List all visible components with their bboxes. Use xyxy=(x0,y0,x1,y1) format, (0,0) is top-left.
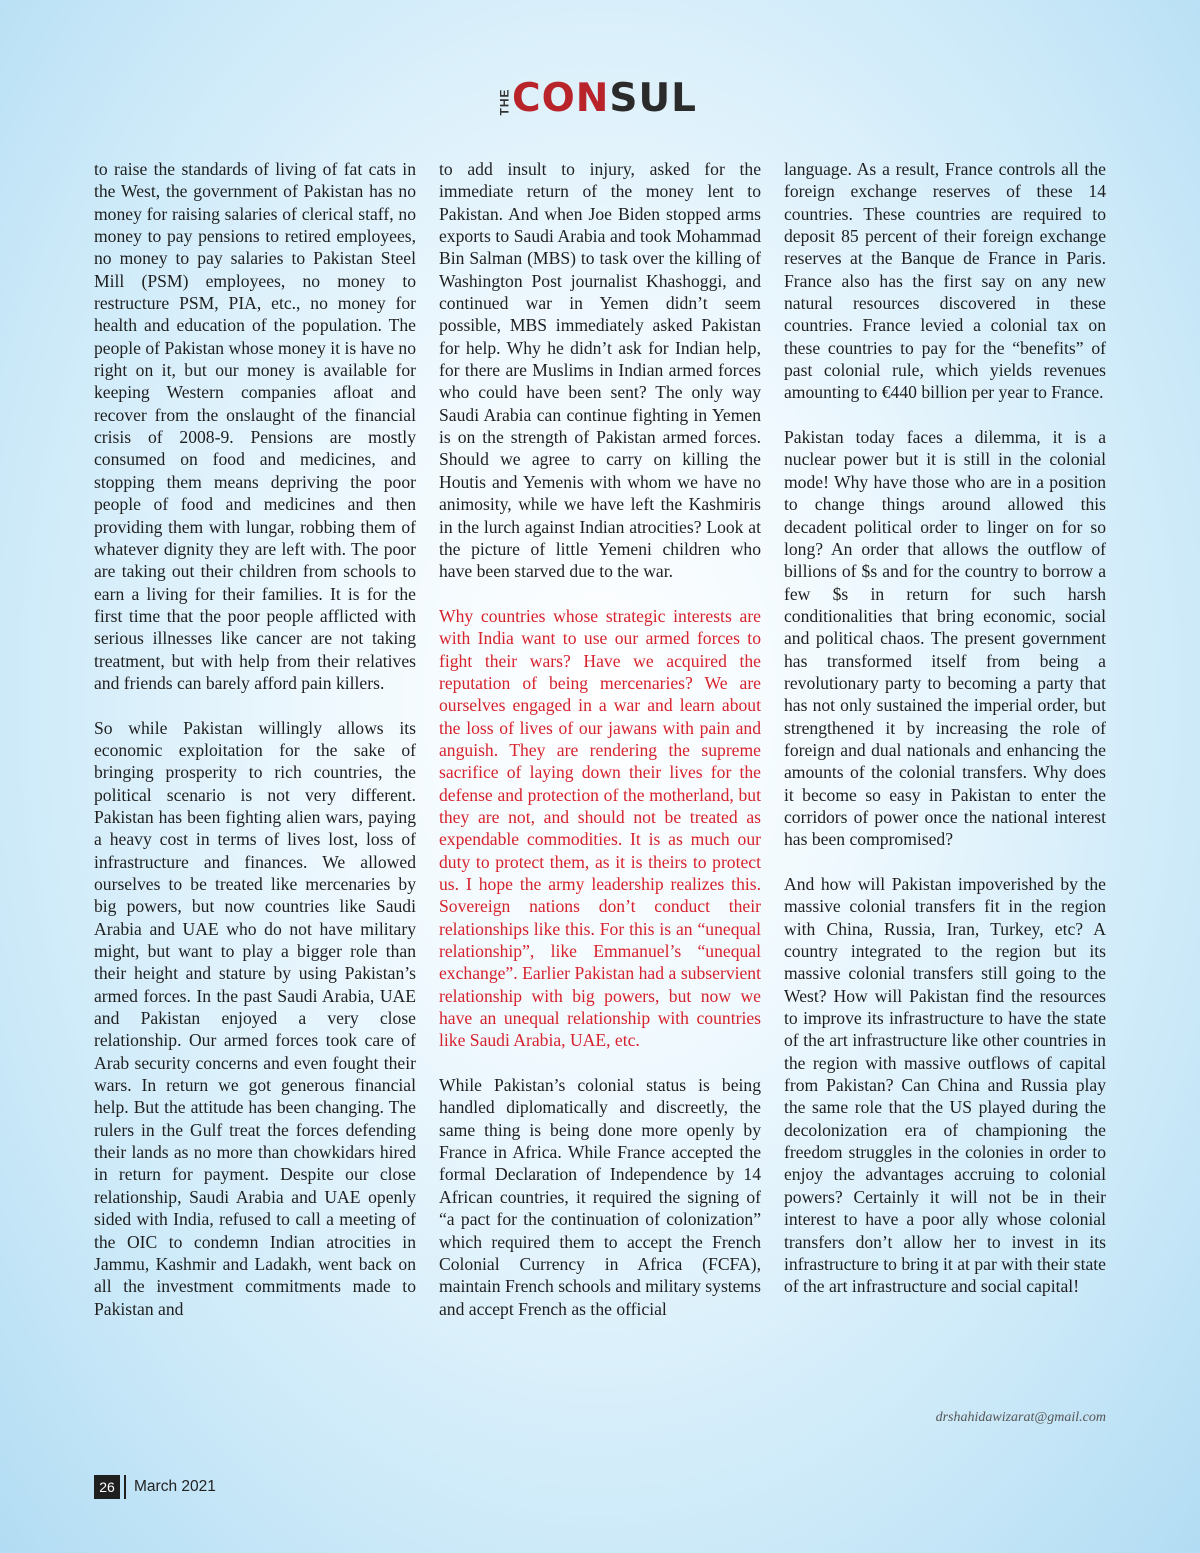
paragraph: language. As a result, France controls all the foreign exchange reserves of these 14 countries. These countries are required to deposit 85 percent of their foreign exchange reserves at the Banque de France in Paris. France also has the first say on any new natural resources discovered in these countries. France levied a colonial tax on these countries to pay for the “benefits” of past colonial rule, which yields revenues amounting to €440 billion per year to France. xyxy=(784,159,1106,403)
masthead-title xyxy=(512,76,697,122)
paragraph: to add insult to injury, asked for the immediate return of the money lent to Pakistan. And when Joe Biden stopped arms exports to Saudi Arabia and took Mohammad Bin Salman (MBS) to task over the killing of Washington Post journalist Khashoggi, and continued war in Yemen didn’t seem possible, MBS immediately asked Pakistan for help. Why he didn’t ask for Indian help, for there are Muslims in Indian armed forces who could have been sent? The only way Saudi Arabia can continue fighting in Yemen is on the strength of Pakistan armed forces. Should we agree to carry on killing the Houtis and Yemenis with whom we have no animosity, while we have left the Kashmiris in the lurch against Indian atrocities? Look at the picture of little Yemeni children who have been starved due to the war. xyxy=(439,159,761,582)
masthead-con: CON xyxy=(512,76,610,121)
masthead-the-text: THE xyxy=(497,88,511,116)
paragraph: So while Pakistan willingly allows its economic exploitation for the sake of bringing prosperity to rich countries, the political scenario is not very different. Pakistan has been fighting alien wars, paying a heavy cost in terms of lives lost, loss of infrastructure and finances. We allowed ourselves to be treated like mercenaries by big powers, but now countries like Saudi Arabia and UAE who do not have military might, but want to play a bigger role than their height and stature by using Pakistan’s armed forces. In the past Saudi Arabia, UAE and Pakistan enjoyed a very close relationship. Our armed forces took care of Arab security concerns and even fought their wars. In return we got generous financial help. But the attitude has been changing. The rulers in the Gulf treat the forces defending their lands as no more than chowkidars hired in return for payment. Despite our close relationship, Saudi Arabia and UAE openly sided with India, refused to call a meeting of the OIC to condemn Indian atrocities in Jammu, Kashmir and Ladakh, went back on all the investment commitments made to Pakistan and xyxy=(94,717,416,1319)
issue-date: March 2021 xyxy=(134,1478,216,1495)
paragraph: While Pakistan’s colonial status is being handled diplomatically and discreetly, the same thing is being done more openly by France in Africa. While France accepted the formal Declaration of Independence by 14 African countries, it required the signing of “a pact for the continuation of colonization” which required them to accept the French Colonial Currency in Africa (FCFA), maintain French schools and military systems and accept French as the official xyxy=(439,1075,762,1319)
masthead-the xyxy=(496,80,512,124)
article-column-2 xyxy=(439,158,761,1342)
author-email: drshahidawizarat@gmail.com xyxy=(935,1410,1106,1425)
paragraph: to raise the standards of living of fat cats in the West, the government of Pakistan has no money for raising salaries of clerical staff, no money to pay pensions to retired employees, no money to pay salaries to Pakistan Steel Mill (PSM) employees, no money to restructure PSM, PIA, etc., no money for health and education of the population. The people of Pakistan whose money it is have no right on it, but our money is available for keeping Western companies afloat and recover from the onslaught of the financial crisis of 2008-9. Pensions are mostly consumed on food and medicines, and stopping them means depriving the poor people of food and medicines and then providing them with lungar, robbing them of whatever dignity they are left with. The poor are taking out their children from schools to earn a living for their families. It is for the first time that the poor people afflicted with serious illnesses like cancer are not taking treatment, but with help from their relatives and friends can barely afford pain killers. xyxy=(94,159,416,693)
masthead-sul: SUL xyxy=(609,76,698,121)
footer-divider xyxy=(124,1475,126,1499)
article-column-1 xyxy=(94,158,416,1342)
article-column-3 xyxy=(784,158,1106,1320)
paragraph: And how will Pakistan impoverished by the massive colonial transfers fit in the region with China, Russia, Iran, Turkey, etc? A country integrated to the region but its massive colonial transfers still going to the West? How will Pakistan find the resources to improve its infrastructure to have the state of the art infrastructure like other countries in the region with massive outflows of capital from Pakistan? Can China and Russia play the same role that the US played during the decolonization era of championing the freedom struggles in the colonies in order to enjoy the advantages accruing to colonial powers? Certainly it will not be in their interest to have a poor ally whose colonial transfers don’t allow her to invest in its infrastructure to bring it at par with their state of the art infrastructure and social capital! xyxy=(784,874,1106,1297)
page-number: 26 xyxy=(94,1475,120,1499)
paragraph: Pakistan today faces a dilemma, it is a nuclear power but it is still in the colonial mode! Why have those who are in a position to change things around allowed this decadent political order to linger on for so long? An order that allows the outflow of billions of $s and for the country to borrow a few $s in return for such harsh conditionalities that bring economic, social and political chaos. The present government has transformed itself from being a revolutionary party to becoming a party that has not only sustained the imperial order, but strengthened it by increasing the role of foreign and dual nationals and enhancing the amounts of the colonial transfers. Why does it become so easy in Pakistan to enter the corridors of power once the national interest has been compromised? xyxy=(784,427,1106,850)
highlighted-paragraph: Why countries whose strategic interests are with India want to use our armed forces to fight their wars? Have we acquired the reputation of being mercenaries? We are ourselves engaged in a war and learn about the loss of lives of our jawans with pain and anguish. They are rendering the supreme sacrifice of laying down their lives for the defense and protection of the motherland, but they are not, and should not be treated as expendable commodities. It is as much our duty to protect them, as it is theirs to protect us. I hope the army leadership realizes this. Sovereign nations don’t conduct their relationships like this. For this is an “unequal relationship”, like Emmanuel’s “unequal exchange”. Earlier Pakistan had a subservient relationship with big powers, but now we have an unequal relationship with countries like Saudi Arabia, UAE, etc. xyxy=(439,605,761,1051)
page-footer xyxy=(94,1475,216,1499)
